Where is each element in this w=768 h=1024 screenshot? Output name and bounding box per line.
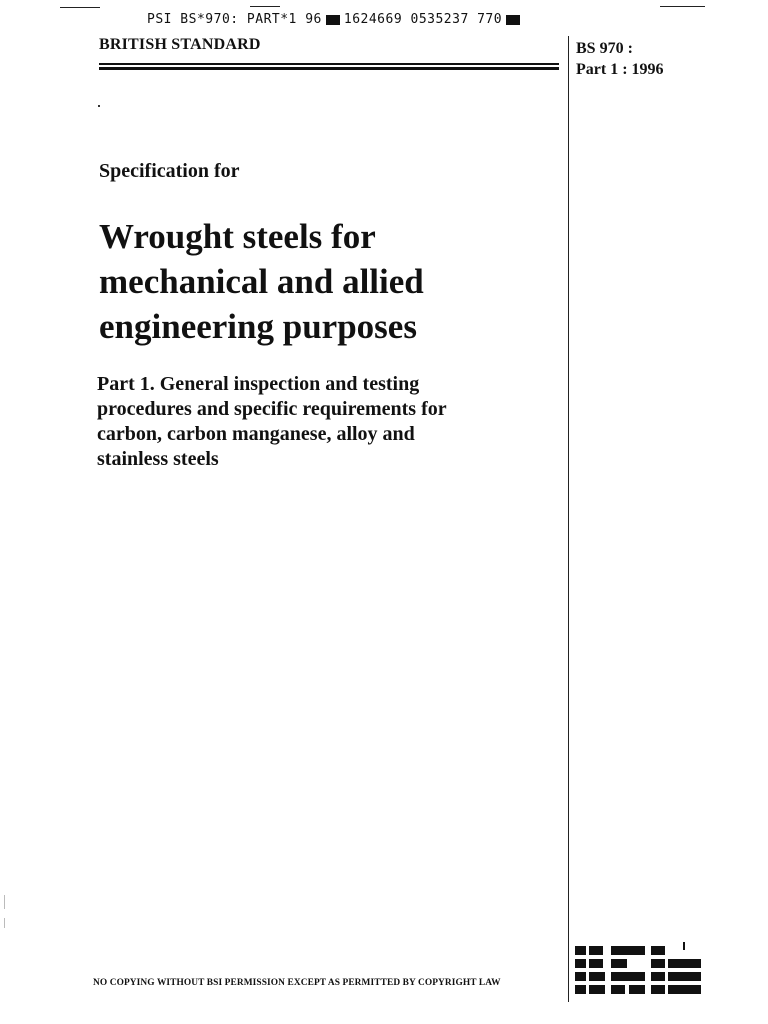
standard-part-year: Part 1 : 1996 <box>576 61 664 78</box>
document-title <box>99 214 559 349</box>
header-rule <box>99 63 559 65</box>
standard-number: BS 970 : <box>576 40 633 57</box>
standard-reference <box>576 38 664 80</box>
scan-artifact <box>60 7 100 8</box>
filled-block-icon <box>506 15 520 25</box>
subtitle-line: procedures and specific requirements for <box>97 398 447 420</box>
scan-artifact <box>4 918 5 928</box>
copyright-notice: NO COPYING WITHOUT BSI PERMISSION EXCEPT AS PERMITTED BY COPYRIGHT LAW <box>93 978 501 988</box>
header-rule <box>99 67 559 70</box>
column-divider <box>568 36 569 1002</box>
catalogue-number: 1624669 0535237 770 <box>343 12 503 27</box>
specification-intro: Specification for <box>99 160 240 182</box>
title-line: engineering purposes <box>99 307 417 346</box>
catalogue-code-line <box>147 12 524 27</box>
title-line: mechanical and allied <box>99 262 424 301</box>
scan-speck <box>98 105 100 107</box>
bsi-logo <box>573 938 703 1000</box>
filled-block-icon <box>326 15 340 25</box>
document-type-heading: BRITISH STANDARD <box>99 36 261 53</box>
scan-artifact <box>660 6 705 7</box>
scan-artifact <box>250 6 280 7</box>
subtitle-line: Part 1. General inspection and testing <box>97 373 420 395</box>
subtitle-line: carbon, carbon manganese, alloy and <box>97 423 415 445</box>
document-subtitle <box>97 372 567 472</box>
title-line: Wrought steels for <box>99 217 376 256</box>
catalogue-code: PSI BS*970: PART*1 96 <box>147 12 322 27</box>
scan-artifact <box>4 895 5 909</box>
subtitle-line: stainless steels <box>97 448 219 470</box>
